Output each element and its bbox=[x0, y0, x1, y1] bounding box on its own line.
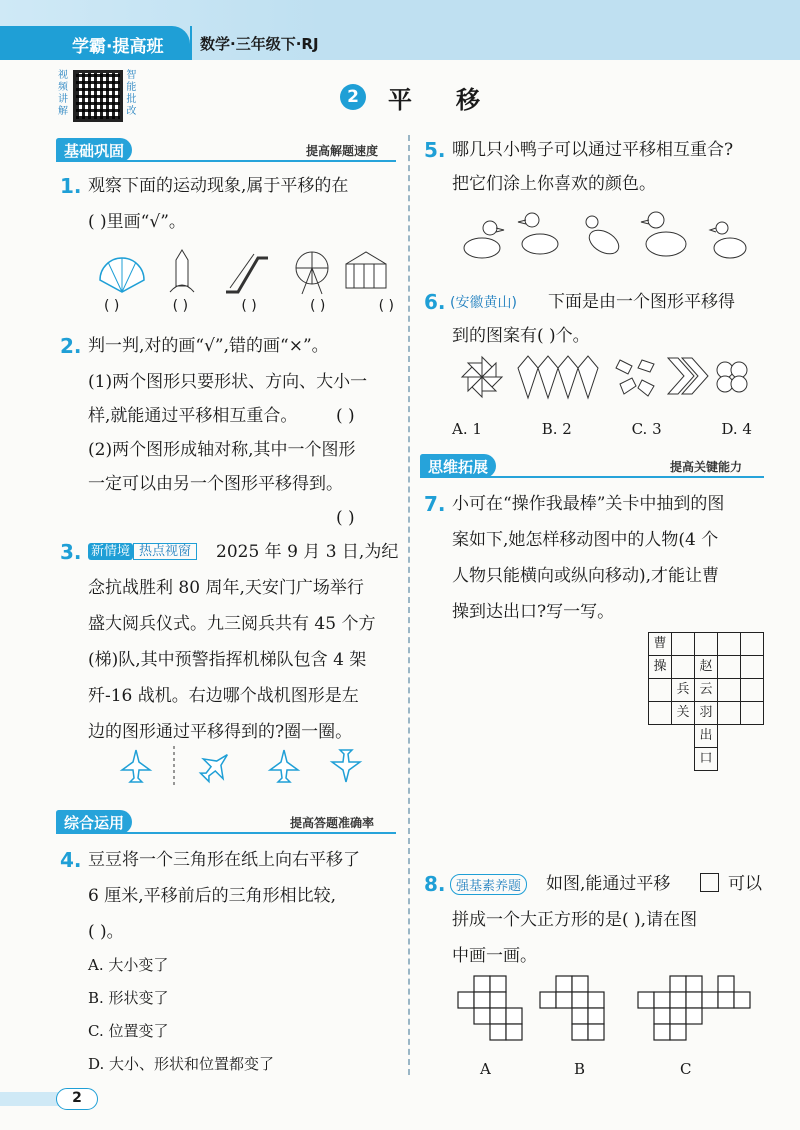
q8-line3: 中画一画。 bbox=[452, 946, 537, 966]
column-divider bbox=[408, 135, 410, 1075]
q8-line2: 拼成一个大正方形的是( ),请在图 bbox=[452, 910, 698, 930]
q2-s2a: (2)两个图形成轴对称,其中一个图形 bbox=[88, 440, 356, 460]
q1-blank[interactable]: ( ) bbox=[172, 298, 189, 314]
grid-cell bbox=[695, 702, 718, 725]
grid-cell bbox=[649, 656, 672, 679]
q3-line5: 歼-16 战机。右边哪个战机图形是左 bbox=[88, 686, 359, 706]
section-basic-line bbox=[56, 160, 396, 162]
rotated-blocks-icon bbox=[616, 360, 654, 396]
q3-line2: 念抗战胜利 80 周年,天安门广场举行 bbox=[88, 578, 364, 598]
q2-s2b: 一定可以由另一个图形平移得到。 bbox=[88, 474, 343, 494]
duck-icon bbox=[585, 216, 623, 259]
small-square-icon bbox=[700, 873, 719, 892]
q1-blank[interactable]: ( ) bbox=[378, 298, 394, 314]
subject-label: 数学·三年级下·RJ bbox=[200, 35, 319, 53]
q8-line1a: 如图,能通过平移 bbox=[546, 874, 671, 894]
duck-icon bbox=[464, 221, 504, 258]
pinwheel-icon bbox=[462, 357, 502, 397]
jet-icon-original bbox=[122, 750, 150, 782]
qr-left-caption: 视频讲解 bbox=[58, 70, 68, 117]
jet-icon-translated bbox=[270, 750, 298, 782]
section-thinking-tag: 思维拓展 bbox=[420, 454, 496, 478]
q3-line6: 边的图形通过平移得到的?圈一圈。 bbox=[88, 722, 353, 742]
clover-icon bbox=[717, 362, 747, 392]
page-number: 2 bbox=[56, 1088, 98, 1110]
q1-number: 1. bbox=[60, 174, 82, 198]
q3-tags bbox=[88, 540, 197, 559]
section-basic-tag: 基础巩固 bbox=[56, 138, 132, 162]
rocket-icon bbox=[170, 250, 194, 292]
duck-icon bbox=[518, 213, 558, 254]
section-thinking-line bbox=[420, 476, 764, 478]
grid-cell bbox=[695, 679, 718, 702]
q6-region-tag: (安徽黄山) bbox=[450, 295, 517, 311]
q3-jets bbox=[116, 744, 386, 788]
q6-option-c[interactable]: C. 3 bbox=[631, 420, 662, 438]
q1-blank[interactable]: ( ) bbox=[104, 298, 120, 314]
lesson-number: 2 bbox=[340, 84, 366, 110]
q4-option-d[interactable]: D. 大小、形状和位置都变了 bbox=[88, 1055, 275, 1073]
q8-label-a[interactable]: A bbox=[480, 1060, 491, 1078]
q4-line1: 豆豆将一个三角形在纸上向右平移了 bbox=[88, 850, 360, 870]
q6-line2: 到的图案有( )个。 bbox=[452, 326, 590, 346]
q1-blank[interactable]: ( ) bbox=[241, 298, 257, 314]
q3-tag-hot: 热点视窗 bbox=[133, 543, 197, 560]
qr-right-caption: 智能批改 bbox=[126, 70, 137, 117]
q1-blanks bbox=[104, 298, 394, 314]
escalator-icon bbox=[226, 254, 268, 292]
q2-s1-blank[interactable]: ( ) bbox=[336, 406, 355, 426]
fan-icon bbox=[100, 258, 144, 292]
grid-cell bbox=[672, 679, 695, 702]
q3-tag-new: 新情境 bbox=[88, 543, 133, 560]
grid-cell bbox=[695, 748, 718, 771]
zigzag-diamonds-icon bbox=[518, 356, 598, 398]
cell-chu: 出 bbox=[699, 728, 713, 743]
shape-b bbox=[540, 976, 604, 1040]
q6-line1: 下面是由一个图形平移得 bbox=[548, 292, 735, 312]
section-comprehensive-aim: 提高答题准确率 bbox=[290, 816, 375, 830]
grid-cell bbox=[695, 725, 718, 748]
footer-bar bbox=[0, 1092, 60, 1106]
q5-number: 5. bbox=[424, 138, 446, 162]
q8-number: 8. bbox=[424, 872, 446, 896]
q5-ducks bbox=[460, 208, 760, 264]
section-basic-aim: 提高解题速度 bbox=[306, 144, 379, 158]
cell-zhao: 赵 bbox=[699, 659, 713, 674]
q2-line1: 判一判,对的画“√”,错的画“×”。 bbox=[88, 336, 329, 356]
cell-cao: 曹 bbox=[653, 636, 667, 651]
shape-a bbox=[458, 976, 522, 1040]
q3-line4: (梯)队,其中预警指挥机梯队包含 4 架 bbox=[88, 650, 367, 670]
shape-c bbox=[638, 976, 750, 1040]
q6-option-b[interactable]: B. 2 bbox=[541, 420, 572, 438]
section-comprehensive-tag: 综合运用 bbox=[56, 810, 132, 834]
qr-block[interactable] bbox=[58, 70, 138, 130]
cell-yun: 云 bbox=[699, 682, 713, 697]
brand-label: 学霸·提高班 bbox=[0, 26, 190, 60]
q6-option-d[interactable]: D. 4 bbox=[721, 420, 752, 438]
q8-tag: 强基素养题 bbox=[450, 874, 527, 895]
lesson-title: 平移 bbox=[388, 86, 524, 114]
section-comprehensive-line bbox=[56, 832, 396, 834]
grid-cell bbox=[672, 702, 695, 725]
cell-bing: 兵 bbox=[676, 682, 690, 697]
section-thinking-aim: 提高关键能力 bbox=[670, 460, 743, 474]
q2-s2-blank[interactable]: ( ) bbox=[336, 508, 355, 528]
q8-shapes bbox=[454, 974, 764, 1058]
qr-code[interactable] bbox=[73, 70, 124, 122]
q5-line2: 把它们涂上你喜欢的颜色。 bbox=[452, 174, 656, 194]
q7-line1: 小可在“操作我最棒”关卡中抽到的图 bbox=[452, 494, 725, 514]
jet-icon-flipped bbox=[332, 750, 360, 782]
q1-line2: ( )里画“√”。 bbox=[88, 212, 186, 232]
q6-options bbox=[452, 414, 752, 444]
q8-label-c[interactable]: C bbox=[680, 1060, 692, 1078]
q6-option-a[interactable]: A. 1 bbox=[452, 420, 482, 438]
q6-number: 6. bbox=[424, 290, 446, 314]
q4-option-b[interactable]: B. 形状变了 bbox=[88, 989, 169, 1007]
grid-cell bbox=[649, 633, 672, 656]
q4-number: 4. bbox=[60, 848, 82, 872]
q5-line1: 哪几只小鸭子可以通过平移相互重合? bbox=[452, 140, 734, 160]
jet-icon-rotated bbox=[195, 745, 237, 787]
ferris-wheel-icon bbox=[296, 252, 328, 294]
q1-blank[interactable]: ( ) bbox=[309, 298, 326, 314]
q3-line1: 2025 年 9 月 3 日,为纪 bbox=[216, 542, 399, 562]
q6-patterns bbox=[456, 352, 766, 402]
q8-line1b: 可以 bbox=[728, 874, 762, 894]
chevrons-icon bbox=[668, 358, 708, 394]
q2-s1b: 样,就能通过平移相互重合。 bbox=[88, 406, 298, 426]
q3-number: 3. bbox=[60, 540, 82, 564]
cell-yu: 羽 bbox=[699, 705, 713, 720]
q7-line4: 操到达出口?写一写。 bbox=[452, 602, 615, 622]
q2-number: 2. bbox=[60, 334, 82, 358]
q7-puzzle-grid[interactable] bbox=[648, 632, 764, 771]
q7-line2: 案如下,她怎样移动图中的人物(4 个 bbox=[452, 530, 719, 550]
q7-number: 7. bbox=[424, 492, 446, 516]
header-divider bbox=[190, 26, 192, 60]
q4-option-c[interactable]: C. 位置变了 bbox=[88, 1022, 169, 1040]
q4-line3[interactable]: ( )。 bbox=[88, 922, 124, 942]
q7-line3: 人物只能横向或纵向移动),才能让曹 bbox=[452, 566, 720, 586]
q1-pictures bbox=[96, 248, 396, 296]
q3-line3: 盛大阅兵仪式。九三阅兵共有 45 个方 bbox=[88, 614, 376, 634]
grid-cell bbox=[695, 656, 718, 679]
cell-guan: 关 bbox=[676, 705, 690, 720]
q4-option-a[interactable]: A. 大小变了 bbox=[88, 956, 169, 974]
cell-cao-2: 操 bbox=[653, 659, 667, 674]
q4-line2: 6 厘米,平移前后的三角形相比较, bbox=[88, 886, 337, 906]
q1-line1: 观察下面的运动现象,属于平移的在 bbox=[88, 176, 349, 196]
cell-kou: 口 bbox=[699, 751, 713, 766]
q8-label-b[interactable]: B bbox=[574, 1060, 586, 1078]
duck-icon bbox=[641, 212, 686, 256]
q2-s1a: (1)两个图形只要形状、方向、大小一 bbox=[88, 372, 368, 392]
duck-icon bbox=[710, 222, 746, 258]
cable-car-icon bbox=[346, 252, 386, 288]
